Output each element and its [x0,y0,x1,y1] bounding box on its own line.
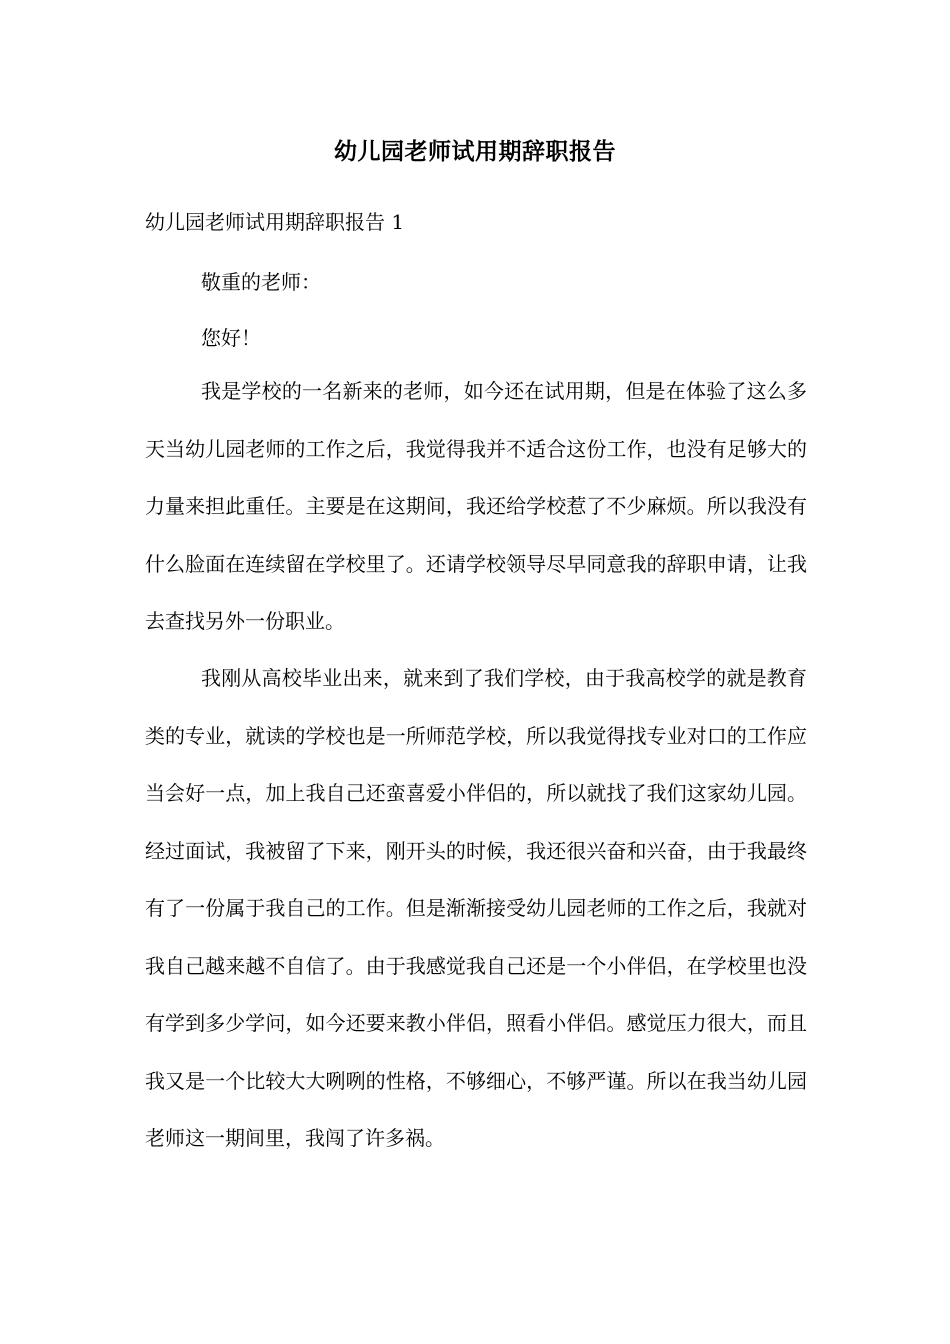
greeting: 您好！ [201,326,261,350]
paragraph: 我是学校的一名新来的老师，如今还在试用期，但是在体验了这么多天当幼儿园老师的工作之后，我觉得我并不适合这份工作，也没有足够大的力量来担此重任。主要是在这期间，我还给学校惹了不少麻烦。所以我没有什么脸面在连续留在学校里了。还请学校领导尽早同意我的辞职申请，让我去查找另外一份职业。 [145,379,807,633]
section-heading: 幼儿园老师试用期辞职报告 1 [145,210,405,234]
document-title: 幼儿园老师试用期辞职报告 [334,138,616,165]
salutation: 敬重的老师： [201,270,321,294]
paragraph: 我刚从高校毕业出来，就来到了我们学校，由于我高校学的就是教育类的专业，就读的学校也是一所师范学校，所以我觉得找专业对口的工作应当会好一点，加上我自己还蛮喜爱小伴侣的，所以就找了我们这家幼儿园。经过面试，我被留了下来，刚开头的时候，我还很兴奋和兴奋，由于我最终有了一份属于我自己的工作。但是渐渐接受幼儿园老师的工作之后，我就对我自己越来越不自信了。由于我感觉我自己还是一个小伴侣，在学校里也没有学到多少学问，如今还要来教小伴侣，照看小伴侣。感觉压力很大，而且我又是一个比较大大咧咧的性格，不够细心，不够严谨。所以在我当幼儿园老师这一期间里，我闯了许多祸。 [145,666,807,1150]
